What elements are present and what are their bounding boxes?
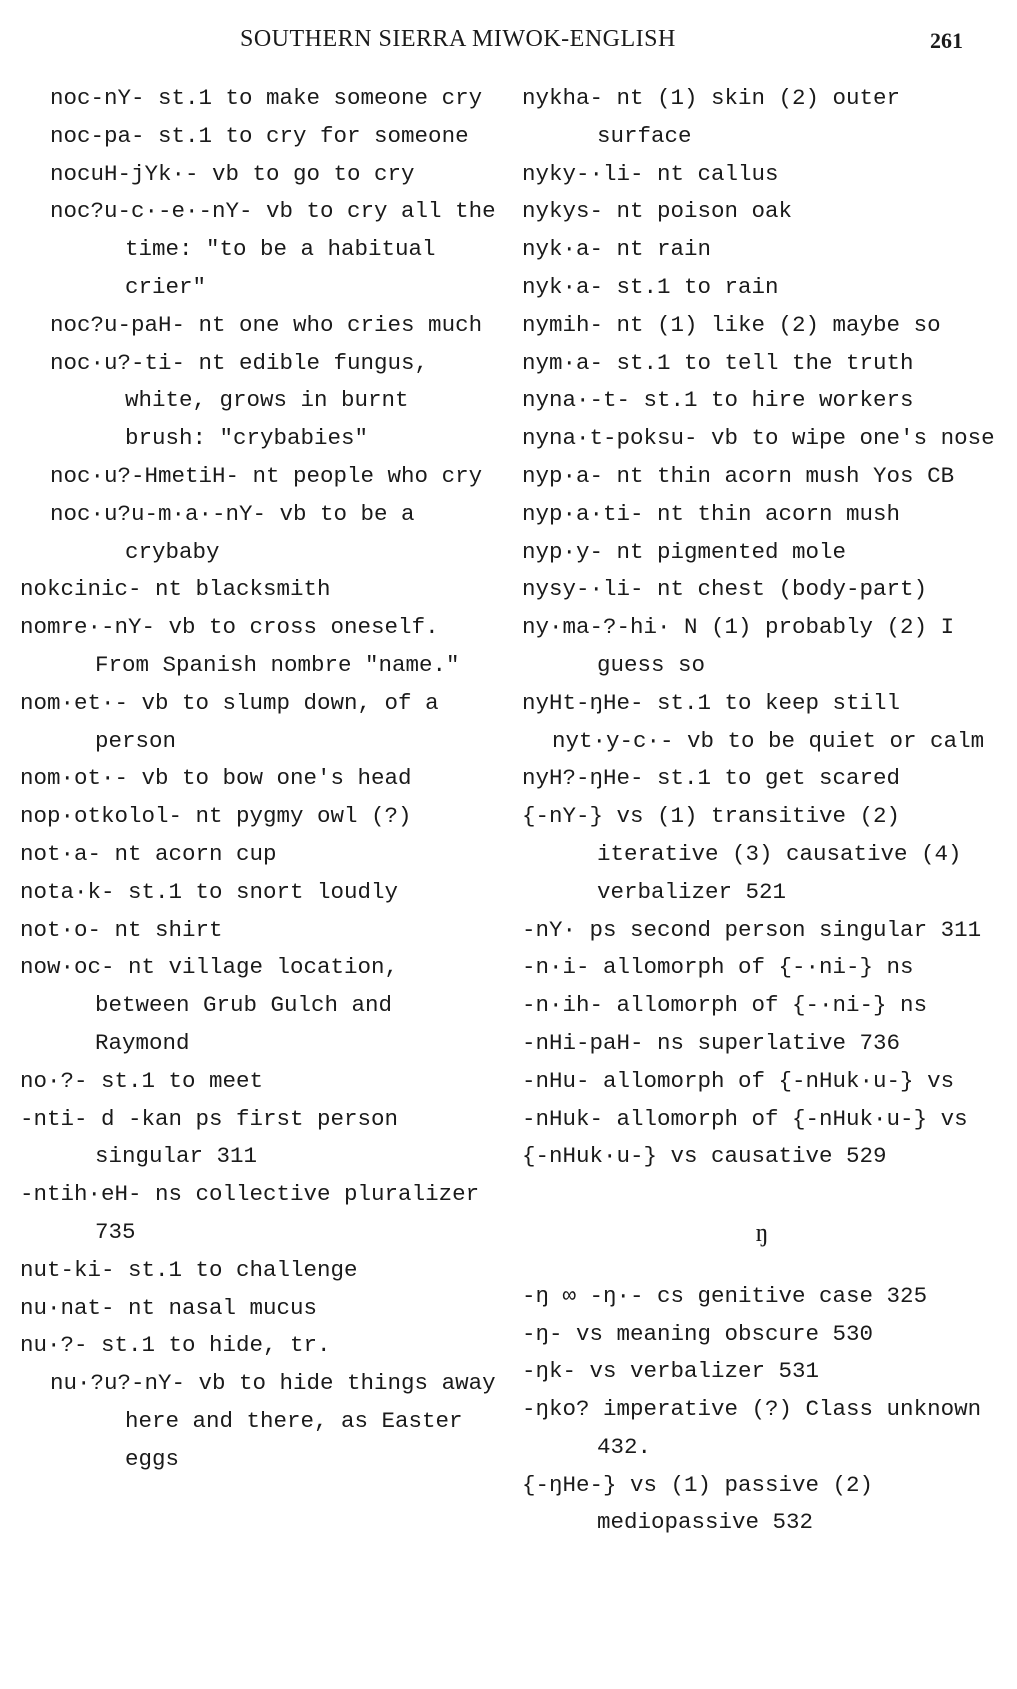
left-column [20, 80, 500, 1478]
page-title: SOUTHERN SIERRA MIWOK-ENGLISH [240, 26, 676, 52]
dictionary-entry: nom·et·- vb to slump down, of a person [20, 689, 439, 754]
dictionary-entry: -nHu- allomorph of {-nHuk·u-} vs [522, 1067, 955, 1094]
dictionary-entry: nyt·y-c·- vb to be quiet or calm [552, 727, 985, 754]
dictionary-entry: -nHuk- allomorph of {-nHuk·u-} vs [522, 1105, 968, 1132]
dictionary-entry: nyky-·li- nt callus [522, 160, 779, 187]
dictionary-entry: noc?u-paH- nt one who cries much [50, 311, 483, 338]
dictionary-entry: -n·ih- allomorph of {-·ni-} ns [522, 992, 928, 1019]
dictionary-entry: noc?u-c·-e·-nY- vb to cry all the time: "to be a habitual crier" [50, 198, 496, 300]
dictionary-entry: no·?- st.1 to meet [20, 1067, 264, 1094]
dictionary-entry: -ŋko? imperative (?) Class unknown 432. [522, 1396, 982, 1460]
dictionary-entry: not·o- nt shirt [20, 916, 223, 943]
dictionary-entry: -nHi-paH- ns superlative 736 [522, 1029, 901, 1056]
dictionary-entry: noc·u?u-m·a·-nY- vb to be a crybaby [50, 500, 415, 565]
dictionary-entry: nomre·-nY- vb to cross oneself. From Spanish nombre "name." [20, 614, 460, 678]
dictionary-entry: nu·?u?-nY- vb to hide things away here and there, as Easter eggs [50, 1370, 496, 1472]
dictionary-entry: {-nHuk·u-} vs causative 529 [522, 1143, 887, 1170]
dictionary-entry: nop·otkolol- nt pygmy owl (?) [20, 803, 412, 830]
dictionary-entry: nyk·a- st.1 to rain [522, 273, 779, 300]
dictionary-entry: nyk·a- nt rain [522, 236, 712, 263]
right-column [522, 80, 1002, 1542]
dictionary-entry: -nti- d -kan ps first person singular 311 [20, 1105, 399, 1170]
dictionary-entry: nysy-·li- nt chest (body-part) [522, 576, 928, 603]
dictionary-entry: nyHt-ŋHe- st.1 to keep still [522, 689, 901, 716]
dictionary-entry: nyp·a·ti- nt thin acorn mush [522, 500, 901, 527]
dictionary-entry: {-ŋHe-} vs (1) passive (2) mediopassive 532 [522, 1471, 874, 1536]
dictionary-entry: nykys- nt poison oak [522, 198, 793, 225]
dictionary-entry: nym·a- st.1 to tell the truth [522, 349, 914, 376]
dictionary-entry: -ntih·eH- ns collective pluralizer 735 [20, 1181, 480, 1245]
dictionary-entry: -n·i- allomorph of {-·ni-} ns [522, 954, 914, 981]
dictionary-entry: noc·u?-ti- nt edible fungus, white, grows in burnt brush: "crybabies" [50, 349, 429, 452]
dictionary-entry: noc-pa- st.1 to cry for someone [50, 122, 469, 149]
dictionary-entry: nyH?-ŋHe- st.1 to get scared [522, 765, 901, 792]
dictionary-entry: nyna·t-poksu- vb to wipe one's nose [522, 425, 995, 452]
dictionary-entry: noc·u?-HmetiH- nt people who cry [50, 462, 483, 489]
dictionary-entry: nyp·y- nt pigmented mole [522, 538, 847, 565]
dictionary-entry: noc-nY- st.1 to make someone cry [50, 85, 483, 111]
dictionary-entry: nyna·-t- st.1 to hire workers [522, 387, 914, 414]
dictionary-entry: nota·k- st.1 to snort loudly [20, 878, 399, 905]
dictionary-entry: nocuH-jYk·- vb to go to cry [50, 160, 415, 187]
dictionary-entry: nut-ki- st.1 to challenge [20, 1256, 358, 1283]
dictionary-entry: -ŋk- vs verbalizer 531 [522, 1358, 820, 1385]
section-letter-heading: ŋ [755, 1217, 769, 1247]
dictionary-entry: not·a- nt acorn cup [20, 840, 277, 867]
dictionary-entry: -nY· ps second person singular 311 [522, 916, 982, 943]
dictionary-entry: nu·nat- nt nasal mucus [20, 1294, 318, 1321]
page-number: 261 [930, 28, 963, 53]
dictionary-entry: nom·ot·- vb to bow one's head [20, 765, 412, 792]
dictionary-entry: nymih- nt (1) like (2) maybe so [522, 311, 941, 338]
dictionary-entry: now·oc- nt village location, between Grub Gulch and Raymond [20, 954, 399, 1056]
dictionary-entry: ny·ma-?-hi· N (1) probably (2) I guess so [522, 614, 955, 678]
dictionary-entry: nyp·a- nt thin acorn mush Yos CB [522, 462, 955, 489]
dictionary-entry: -ŋ ∞ -ŋ·- cs genitive case 325 [522, 1282, 928, 1309]
dictionary-entry: -ŋ- vs meaning obscure 530 [522, 1320, 874, 1347]
dictionary-entry: nokcinic- nt blacksmith [20, 576, 331, 603]
page-header [0, 26, 1017, 60]
dictionary-entry: {-nY-} vs (1) transitive (2) iterative (3) causative (4) verbalizer 521 [522, 803, 962, 905]
dictionary-entry: nu·?- st.1 to hide, tr. [20, 1332, 331, 1359]
dictionary-entry: nykha- nt (1) skin (2) outer surface [522, 85, 901, 149]
